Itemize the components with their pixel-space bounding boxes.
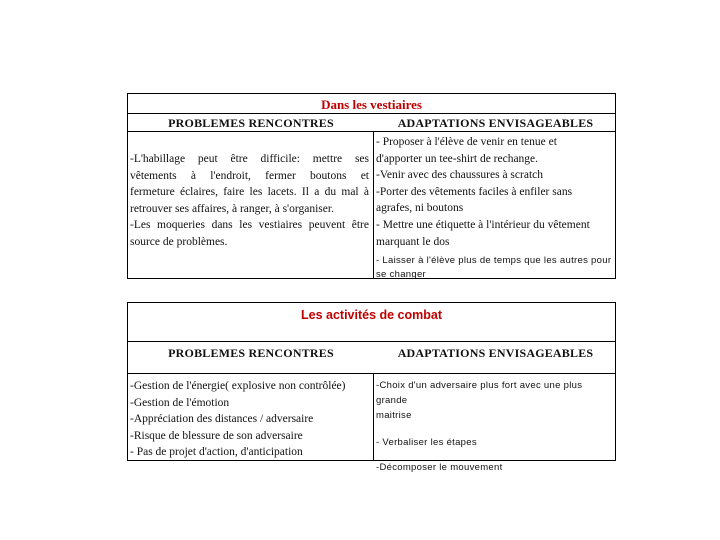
combat-table	[127, 302, 616, 473]
vestiaires-adaptation-line: - Proposer à l'élève de venir en tenue et	[376, 136, 557, 148]
vestiaires-problem-line: retrouver ses affaires, à ranger, à s'organiser.	[130, 202, 334, 215]
combat-adaptation-line: -Choix d'un adversaire plus fort avec une plus grande	[376, 380, 583, 406]
combat-problem-line: -Appréciation des distances / adversaire	[130, 413, 314, 426]
combat-adaptation-line: - Verbaliser les étapes	[376, 437, 477, 448]
vestiaires-adaptation-extra	[376, 254, 616, 282]
vestiaires-col-adaptations: ADAPTATIONS ENVISAGEABLES	[397, 116, 594, 130]
combat-problem-line: - Pas de projet d'action, d'anticipation	[130, 446, 303, 459]
combat-adaptations-cell	[376, 378, 616, 475]
combat-col-adaptations: ADAPTATIONS ENVISAGEABLES	[397, 346, 594, 360]
combat-adaptation-line: -Décomposer le mouvement	[376, 462, 503, 473]
combat-problem-line: -Gestion de l'émotion	[130, 396, 230, 409]
vestiaires-col-problems: PROBLEMES RENCONTRES	[168, 116, 334, 130]
combat-title: Les activités de combat	[300, 308, 443, 322]
vestiaires-adaptation-line: - Mettre une étiquette à l'intérieur du vêtement	[376, 218, 590, 231]
vestiaires-table	[127, 93, 616, 279]
vestiaires-adaptation-line: marquant le dos	[376, 235, 450, 248]
vestiaires-title-divider	[128, 113, 615, 114]
vestiaires-adaptation-line: se changer	[376, 269, 427, 281]
combat-header-divider	[128, 373, 615, 374]
vestiaires-problem-line: -L'habillage peut être difficile: mettre ses	[130, 153, 369, 165]
combat-column-divider	[373, 373, 374, 460]
combat-problem-line: -Risque de blessure de son adversaire	[130, 429, 303, 442]
vestiaires-problem-line: vêtements à l'endroit, fermer boutons et	[130, 169, 369, 182]
vestiaires-adaptation-line: agrafes, ni boutons	[376, 202, 464, 215]
combat-problems-cell	[130, 378, 370, 461]
vestiaires-problem-line: fermeture éclaires, faire les lacets. Il a du mal à	[130, 186, 369, 199]
vestiaires-adaptation-line: -Porter des vêtements faciles à enfiler sans	[376, 185, 573, 198]
vestiaires-header-divider	[128, 131, 615, 132]
combat-title-divider	[128, 341, 615, 342]
vestiaires-adaptation-line: -Venir avec des chaussures à scratch	[376, 169, 543, 182]
combat-adaptation-line: maitrise	[376, 410, 412, 421]
vestiaires-problem-line: -Les moqueries dans les vestiaires peuvent être	[130, 219, 369, 232]
vestiaires-problems-cell	[130, 151, 369, 251]
vestiaires-adaptation-line: d'apporter un tee-shirt de rechange.	[376, 152, 539, 165]
vestiaires-title: Dans les vestiaires	[321, 97, 422, 112]
vestiaires-problem-line: source de problèmes.	[130, 235, 228, 248]
combat-problem-line: -Gestion de l'énergie( explosive non contrôlée)	[130, 380, 346, 392]
vestiaires-column-divider	[373, 131, 374, 278]
vestiaires-adaptation-line: - Laisser à l'élève plus de temps que les autres pour	[376, 255, 612, 267]
vestiaires-adaptations-cell	[376, 134, 616, 282]
combat-col-problems: PROBLEMES RENCONTRES	[168, 346, 334, 360]
